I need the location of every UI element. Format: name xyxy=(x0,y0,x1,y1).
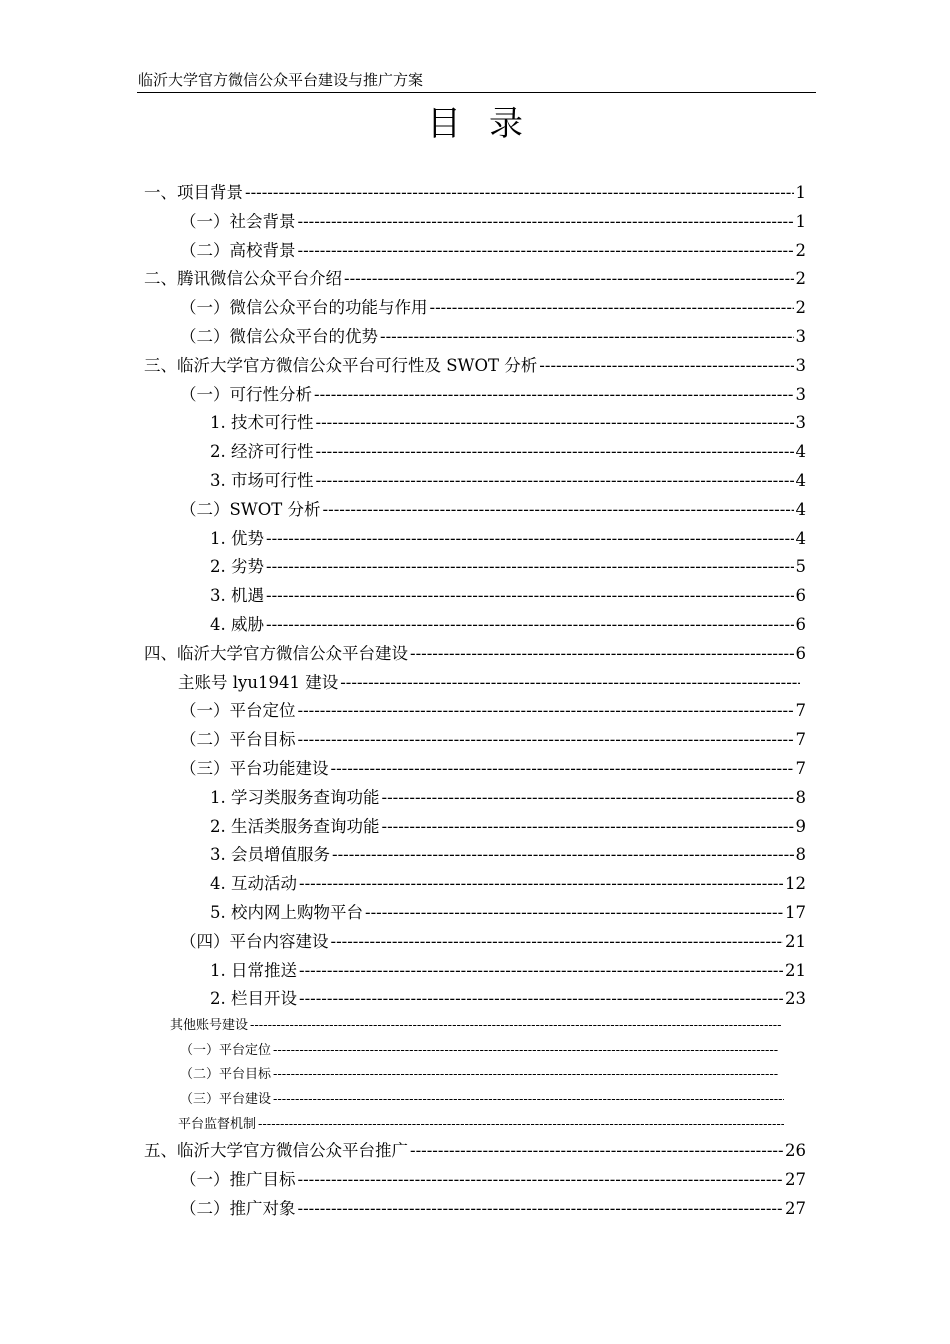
toc-entry[interactable] xyxy=(170,1013,784,1038)
toc-page-number: 1 xyxy=(795,183,806,202)
toc-page-number: 4 xyxy=(795,471,806,490)
toc-leader xyxy=(266,524,794,553)
toc-entry-title: （一）平台定位 xyxy=(180,701,296,721)
toc-entry[interactable] xyxy=(180,322,806,351)
toc-entry-title: 1. 学习类服务查询功能 xyxy=(210,787,380,807)
toc-entry-title: （二）平台目标 xyxy=(180,1067,272,1083)
toc-page-number: 1 xyxy=(795,211,806,231)
toc-leader xyxy=(316,466,794,495)
toc-leader xyxy=(298,1194,784,1223)
toc-entry[interactable] xyxy=(180,725,806,754)
toc-entry[interactable] xyxy=(180,495,806,524)
toc-leader xyxy=(382,812,794,841)
toc-page-number: 6 xyxy=(795,643,806,663)
toc-leader xyxy=(298,1165,784,1194)
toc-entry[interactable] xyxy=(180,380,806,409)
toc-page-number: 8 xyxy=(795,787,806,807)
toc-entry[interactable] xyxy=(210,437,806,466)
toc-entry-title: （一）平台定位 xyxy=(180,1042,272,1058)
toc-entry-title: 主账号 lyu1941 建设 xyxy=(178,672,339,692)
toc-entry[interactable] xyxy=(180,293,806,322)
toc-entry[interactable] xyxy=(178,668,802,697)
toc-entry-title: 一、项目背景 xyxy=(144,183,243,202)
toc-page-number: 17 xyxy=(785,903,806,922)
toc-page-number: 7 xyxy=(795,759,806,778)
toc-page-number: 2 xyxy=(795,240,806,260)
toc-entry[interactable] xyxy=(210,956,806,985)
toc-page-number: 3 xyxy=(795,355,806,375)
toc-entry-title: 1. 优势 xyxy=(210,528,264,548)
toc-page-number: 7 xyxy=(795,701,806,721)
toc-entry-title: （一）可行性分析 xyxy=(180,384,312,404)
toc-entry[interactable] xyxy=(180,1087,786,1112)
toc-leader xyxy=(266,610,794,639)
toc-entry-title: 三、临沂大学官方微信公众平台可行性及 SWOT 分析 xyxy=(144,355,538,375)
toc-leader xyxy=(298,725,794,754)
toc-entry[interactable] xyxy=(180,754,806,783)
toc-leader xyxy=(299,984,783,1013)
toc-leader xyxy=(273,1038,778,1063)
running-header: 临沂大学官方微信公众平台建设与推广方案 xyxy=(138,71,424,89)
toc-entry-title: （四）平台内容建设 xyxy=(180,931,329,951)
toc-entry[interactable] xyxy=(178,1112,786,1137)
toc-page-number: 26 xyxy=(785,1141,806,1161)
toc-leader xyxy=(299,869,783,898)
toc-page-number: 5 xyxy=(795,557,806,577)
toc-page-number: 4 xyxy=(795,499,806,519)
toc-page-number: 21 xyxy=(785,931,806,951)
toc-leader xyxy=(539,351,793,380)
toc-entry[interactable] xyxy=(210,581,806,610)
toc-entry[interactable] xyxy=(180,1194,806,1223)
toc-leader xyxy=(410,639,794,668)
toc-entry[interactable] xyxy=(180,1038,780,1063)
toc-page-number: 27 xyxy=(785,1170,806,1189)
toc-leader xyxy=(298,236,794,265)
toc-entry-title: （二）平台目标 xyxy=(180,730,296,750)
toc-leader xyxy=(258,1112,784,1137)
toc-entry-title: 二、腾讯微信公众平台介绍 xyxy=(144,269,342,289)
toc-page-number: 2 xyxy=(795,298,806,318)
toc-entry-title: 1. 技术可行性 xyxy=(210,413,314,433)
toc-leader xyxy=(410,1136,783,1165)
toc-leader xyxy=(331,927,784,956)
toc-page-number: 27 xyxy=(785,1198,806,1218)
toc-entry-title: 五、临沂大学官方微信公众平台推广 xyxy=(144,1141,408,1161)
toc-leader xyxy=(299,956,783,985)
toc-entry-title: （二）微信公众平台的优势 xyxy=(180,327,378,346)
toc-entry-title: （二）SWOT 分析 xyxy=(180,499,321,519)
toc-leader xyxy=(316,408,794,437)
toc-entry-title: 平台监督机制 xyxy=(178,1116,257,1132)
toc-leader xyxy=(380,322,794,351)
toc-page-number: 23 xyxy=(785,989,806,1009)
toc-page-number: 8 xyxy=(795,845,806,865)
toc-entry[interactable] xyxy=(144,639,806,668)
toc-page-number: 3 xyxy=(795,327,806,346)
toc-entry-title: （一）推广目标 xyxy=(180,1170,296,1189)
toc-entry-title: 3. 机遇 xyxy=(210,586,264,606)
toc-entry-title: 3. 会员增值服务 xyxy=(210,845,330,865)
page-title: 目录 xyxy=(427,104,551,144)
toc-entry[interactable] xyxy=(210,984,806,1013)
toc-entry[interactable] xyxy=(210,610,806,639)
toc-entry-title: 4. 威胁 xyxy=(210,615,264,634)
toc-page-number: 4 xyxy=(795,442,806,462)
toc-page-number: 6 xyxy=(795,615,806,634)
toc-entry[interactable] xyxy=(144,264,806,293)
toc-leader xyxy=(323,495,794,524)
toc-entry[interactable] xyxy=(210,552,806,581)
toc-leader xyxy=(316,437,794,466)
toc-entry-title: 其他账号建设 xyxy=(170,1018,249,1034)
toc-page-number: 6 xyxy=(795,586,806,606)
toc-entry[interactable] xyxy=(210,869,806,898)
toc-leader xyxy=(266,552,794,581)
toc-entry-title: 3. 市场可行性 xyxy=(210,471,314,490)
toc-entry[interactable] xyxy=(180,696,806,725)
toc-page-number: 7 xyxy=(795,730,806,750)
toc-entry[interactable] xyxy=(210,524,806,553)
toc-page-number: 4 xyxy=(795,528,806,548)
toc-leader xyxy=(382,783,794,812)
toc-leader xyxy=(273,1087,784,1112)
toc-leader xyxy=(250,1013,782,1038)
toc-page-number: 3 xyxy=(795,413,806,433)
toc-leader xyxy=(245,178,794,207)
toc-entry[interactable] xyxy=(180,207,806,236)
toc-entry[interactable] xyxy=(180,1165,806,1194)
toc-entry-title: （三）平台功能建设 xyxy=(180,759,329,778)
toc-leader xyxy=(430,293,794,322)
toc-page-number: 12 xyxy=(785,874,806,894)
toc-leader xyxy=(266,581,794,610)
toc-leader xyxy=(365,898,783,927)
toc-leader xyxy=(340,668,800,697)
toc-entry[interactable] xyxy=(210,783,806,812)
toc-page-number: 9 xyxy=(795,816,806,836)
toc-entry[interactable] xyxy=(210,898,806,927)
toc-entry-title: （一）微信公众平台的功能与作用 xyxy=(180,298,428,318)
toc-entry[interactable] xyxy=(180,1062,780,1087)
toc-entry[interactable] xyxy=(180,236,806,265)
toc-entry-title: 四、临沂大学官方微信公众平台建设 xyxy=(144,643,408,663)
toc-entry-title: 2. 栏目开设 xyxy=(210,989,297,1009)
toc-entry[interactable] xyxy=(144,178,806,207)
toc-entry-title: 2. 劣势 xyxy=(210,557,264,577)
toc-entry[interactable] xyxy=(210,466,806,495)
toc-leader xyxy=(332,840,794,869)
toc-entry[interactable] xyxy=(210,408,806,437)
toc-entry[interactable] xyxy=(144,1136,806,1165)
toc-entry-title: 2. 经济可行性 xyxy=(210,442,314,462)
toc-leader xyxy=(331,754,794,783)
toc-leader xyxy=(314,380,794,409)
toc-entry-title: 2. 生活类服务查询功能 xyxy=(210,816,380,836)
toc-page-number: 3 xyxy=(795,384,806,404)
toc-entry-title: 1. 日常推送 xyxy=(210,960,297,980)
toc-leader xyxy=(298,207,794,236)
toc-leader xyxy=(298,696,794,725)
toc-page-number: 21 xyxy=(785,960,806,980)
toc-entry-title: 5. 校内网上购物平台 xyxy=(210,903,363,922)
toc-entry-title: （三）平台建设 xyxy=(180,1092,272,1107)
header-rule xyxy=(137,92,816,93)
toc-entry[interactable] xyxy=(180,927,806,956)
toc-entry[interactable] xyxy=(210,840,806,869)
toc-page-number: 2 xyxy=(795,269,806,289)
toc-entry-title: （二）高校背景 xyxy=(180,240,296,260)
toc-entry[interactable] xyxy=(210,812,806,841)
toc-entry-title: （二）推广对象 xyxy=(180,1198,296,1218)
toc-entry[interactable] xyxy=(144,351,806,380)
toc-entry-title: 4. 互动活动 xyxy=(210,874,297,894)
toc-leader xyxy=(344,264,794,293)
toc-entry-title: （一）社会背景 xyxy=(180,211,296,231)
toc-leader xyxy=(273,1062,778,1087)
